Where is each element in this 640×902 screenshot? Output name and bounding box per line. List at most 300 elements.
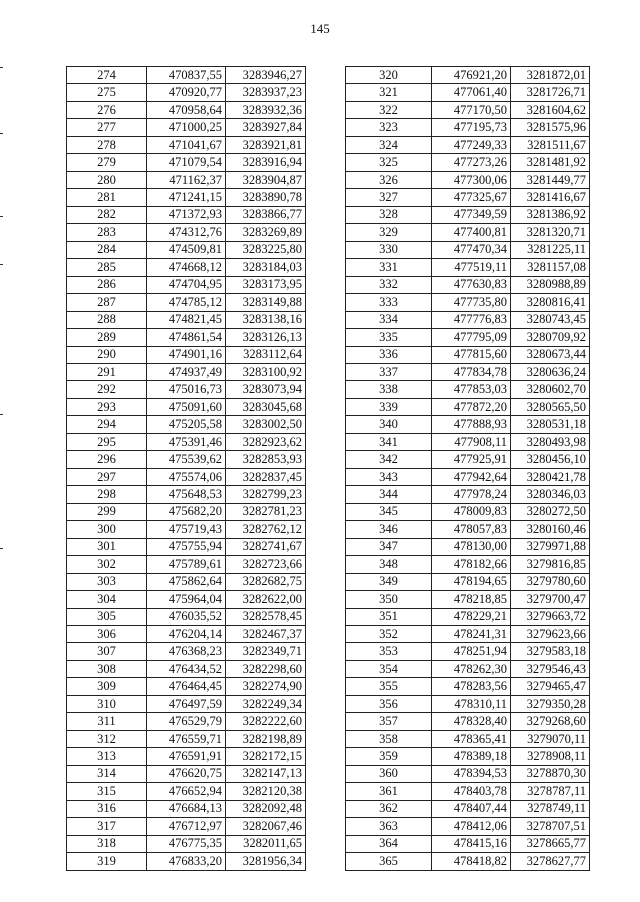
table-row [346, 538, 590, 555]
y-coordinate-cell: 3283149,88 [226, 294, 306, 311]
y-coordinate-cell: 3280456,10 [511, 451, 590, 468]
table-row [67, 416, 306, 433]
table-row [346, 189, 590, 206]
x-coordinate-cell: 477630,83 [432, 276, 511, 293]
table-row [346, 486, 590, 503]
x-coordinate-cell: 477249,33 [432, 136, 511, 153]
point-number-cell: 354 [346, 660, 432, 677]
point-number-cell: 328 [346, 206, 432, 223]
y-coordinate-cell: 3282837,45 [226, 468, 306, 485]
point-number-cell: 342 [346, 451, 432, 468]
y-coordinate-cell: 3281225,11 [511, 241, 590, 258]
y-coordinate-cell: 3278627,77 [511, 853, 590, 870]
y-coordinate-cell: 3281511,67 [511, 136, 590, 153]
x-coordinate-cell: 477776,83 [432, 311, 511, 328]
x-coordinate-cell: 476529,79 [147, 713, 226, 730]
table-row [346, 241, 590, 258]
point-number-cell: 327 [346, 189, 432, 206]
y-coordinate-cell: 3282799,23 [226, 486, 306, 503]
table-row [67, 398, 306, 415]
y-coordinate-cell: 3282147,13 [226, 765, 306, 782]
x-coordinate-cell: 478218,85 [432, 591, 511, 608]
x-coordinate-cell: 476684,13 [147, 800, 226, 817]
y-coordinate-cell: 3280602,70 [511, 381, 590, 398]
x-coordinate-cell: 475964,04 [147, 591, 226, 608]
y-coordinate-cell: 3281575,96 [511, 119, 590, 136]
table-row [67, 433, 306, 450]
table-row [346, 398, 590, 415]
table-row [346, 713, 590, 730]
point-number-cell: 306 [67, 626, 147, 643]
y-coordinate-cell: 3280493,98 [511, 433, 590, 450]
point-number-cell: 299 [67, 503, 147, 520]
x-coordinate-cell: 476035,52 [147, 608, 226, 625]
scan-edge-mark [0, 548, 3, 549]
y-coordinate-cell: 3283073,94 [226, 381, 306, 398]
point-number-cell: 324 [346, 136, 432, 153]
y-coordinate-cell: 3283866,77 [226, 206, 306, 223]
x-coordinate-cell: 478229,21 [432, 608, 511, 625]
x-coordinate-cell: 478009,83 [432, 503, 511, 520]
point-number-cell: 302 [67, 556, 147, 573]
x-coordinate-cell: 474312,76 [147, 224, 226, 241]
y-coordinate-cell: 3282120,38 [226, 783, 306, 800]
x-coordinate-cell: 476591,91 [147, 748, 226, 765]
point-number-cell: 293 [67, 398, 147, 415]
table-row [67, 363, 306, 380]
x-coordinate-cell: 478407,44 [432, 800, 511, 817]
x-coordinate-cell: 477400,81 [432, 224, 511, 241]
x-coordinate-cell: 478241,31 [432, 626, 511, 643]
y-coordinate-cell: 3282067,46 [226, 818, 306, 835]
table-row [346, 101, 590, 118]
x-coordinate-cell: 477908,11 [432, 433, 511, 450]
point-number-cell: 344 [346, 486, 432, 503]
x-coordinate-cell: 475574,06 [147, 468, 226, 485]
point-number-cell: 282 [67, 206, 147, 223]
table-row [67, 206, 306, 223]
x-coordinate-cell: 470837,55 [147, 67, 226, 84]
x-coordinate-cell: 475016,73 [147, 381, 226, 398]
y-coordinate-cell: 3282092,48 [226, 800, 306, 817]
table-row [346, 346, 590, 363]
x-coordinate-cell: 478403,78 [432, 783, 511, 800]
table-row [67, 381, 306, 398]
x-coordinate-cell: 478182,66 [432, 556, 511, 573]
table-row [67, 294, 306, 311]
scan-edge-mark [0, 264, 3, 265]
x-coordinate-cell: 476620,75 [147, 765, 226, 782]
table-row [67, 136, 306, 153]
table-row [346, 835, 590, 852]
table-row [67, 678, 306, 695]
table-row [67, 154, 306, 171]
table-row [346, 311, 590, 328]
point-number-cell: 314 [67, 765, 147, 782]
table-row [67, 818, 306, 835]
table-row [346, 276, 590, 293]
y-coordinate-cell: 3281416,67 [511, 189, 590, 206]
point-number-cell: 283 [67, 224, 147, 241]
point-number-cell: 363 [346, 818, 432, 835]
x-coordinate-cell: 477170,50 [432, 101, 511, 118]
table-row [67, 853, 306, 870]
point-number-cell: 296 [67, 451, 147, 468]
x-coordinate-cell: 478057,83 [432, 521, 511, 538]
x-coordinate-cell: 477061,40 [432, 84, 511, 101]
x-coordinate-cell: 478130,00 [432, 538, 511, 555]
x-coordinate-cell: 478283,56 [432, 678, 511, 695]
y-coordinate-cell: 3280272,50 [511, 503, 590, 520]
x-coordinate-cell: 476775,35 [147, 835, 226, 852]
table-row [67, 556, 306, 573]
point-number-cell: 291 [67, 363, 147, 380]
y-coordinate-cell: 3280709,92 [511, 329, 590, 346]
table-row [346, 695, 590, 712]
table-row [67, 451, 306, 468]
point-number-cell: 313 [67, 748, 147, 765]
point-number-cell: 318 [67, 835, 147, 852]
x-coordinate-cell: 477925,91 [432, 451, 511, 468]
y-coordinate-cell: 3282298,60 [226, 660, 306, 677]
y-coordinate-cell: 3280160,46 [511, 521, 590, 538]
y-coordinate-cell: 3283904,87 [226, 171, 306, 188]
x-coordinate-cell: 478412,06 [432, 818, 511, 835]
table-row [67, 67, 306, 84]
point-number-cell: 297 [67, 468, 147, 485]
table-row [67, 119, 306, 136]
x-coordinate-cell: 478365,41 [432, 730, 511, 747]
x-coordinate-cell: 476204,14 [147, 626, 226, 643]
x-coordinate-cell: 478194,65 [432, 573, 511, 590]
table-row [67, 171, 306, 188]
point-number-cell: 301 [67, 538, 147, 555]
x-coordinate-cell: 471241,15 [147, 189, 226, 206]
x-coordinate-cell: 477735,80 [432, 294, 511, 311]
table-row [346, 416, 590, 433]
point-number-cell: 316 [67, 800, 147, 817]
point-number-cell: 336 [346, 346, 432, 363]
point-number-cell: 304 [67, 591, 147, 608]
point-number-cell: 353 [346, 643, 432, 660]
point-number-cell: 331 [346, 259, 432, 276]
x-coordinate-cell: 477834,78 [432, 363, 511, 380]
y-coordinate-cell: 3278870,30 [511, 765, 590, 782]
table-row [67, 538, 306, 555]
y-coordinate-cell: 3279971,88 [511, 538, 590, 555]
x-coordinate-cell: 477195,73 [432, 119, 511, 136]
scan-edge-mark [0, 414, 3, 415]
y-coordinate-cell: 3280988,89 [511, 276, 590, 293]
point-number-cell: 326 [346, 171, 432, 188]
table-row [67, 189, 306, 206]
x-coordinate-cell: 471372,93 [147, 206, 226, 223]
y-coordinate-cell: 3279070,11 [511, 730, 590, 747]
y-coordinate-cell: 3283916,94 [226, 154, 306, 171]
x-coordinate-cell: 477815,60 [432, 346, 511, 363]
x-coordinate-cell: 474861,54 [147, 329, 226, 346]
x-coordinate-cell: 476559,71 [147, 730, 226, 747]
point-number-cell: 352 [346, 626, 432, 643]
point-number-cell: 361 [346, 783, 432, 800]
y-coordinate-cell: 3281872,01 [511, 67, 590, 84]
y-coordinate-cell: 3283045,68 [226, 398, 306, 415]
x-coordinate-cell: 478394,53 [432, 765, 511, 782]
x-coordinate-cell: 477273,26 [432, 154, 511, 171]
point-number-cell: 300 [67, 521, 147, 538]
y-coordinate-cell: 3281726,71 [511, 84, 590, 101]
table-row [346, 765, 590, 782]
x-coordinate-cell: 474937,49 [147, 363, 226, 380]
scan-edge-mark [0, 133, 3, 134]
point-number-cell: 285 [67, 259, 147, 276]
y-coordinate-cell: 3280421,78 [511, 468, 590, 485]
table-row [346, 800, 590, 817]
table-row [346, 206, 590, 223]
table-row [67, 748, 306, 765]
x-coordinate-cell: 476921,20 [432, 67, 511, 84]
table-row [67, 101, 306, 118]
y-coordinate-cell: 3283138,16 [226, 311, 306, 328]
y-coordinate-cell: 3281386,92 [511, 206, 590, 223]
x-coordinate-cell: 476464,45 [147, 678, 226, 695]
y-coordinate-cell: 3283100,92 [226, 363, 306, 380]
y-coordinate-cell: 3282198,89 [226, 730, 306, 747]
y-coordinate-cell: 3283184,03 [226, 259, 306, 276]
table-row [67, 503, 306, 520]
y-coordinate-cell: 3280816,41 [511, 294, 590, 311]
y-coordinate-cell: 3279816,85 [511, 556, 590, 573]
y-coordinate-cell: 3283937,23 [226, 84, 306, 101]
table-row [346, 136, 590, 153]
point-number-cell: 337 [346, 363, 432, 380]
point-number-cell: 289 [67, 329, 147, 346]
point-number-cell: 358 [346, 730, 432, 747]
point-number-cell: 325 [346, 154, 432, 171]
point-number-cell: 290 [67, 346, 147, 363]
y-coordinate-cell: 3281449,77 [511, 171, 590, 188]
point-number-cell: 281 [67, 189, 147, 206]
table-row [67, 486, 306, 503]
point-number-cell: 333 [346, 294, 432, 311]
page-number: 145 [310, 21, 330, 36]
table-row [346, 818, 590, 835]
y-coordinate-cell: 3283002,50 [226, 416, 306, 433]
table-row [67, 765, 306, 782]
y-coordinate-cell: 3282723,66 [226, 556, 306, 573]
x-coordinate-cell: 475648,53 [147, 486, 226, 503]
table-row [346, 643, 590, 660]
table-row [346, 730, 590, 747]
point-number-cell: 365 [346, 853, 432, 870]
x-coordinate-cell: 476652,94 [147, 783, 226, 800]
point-number-cell: 279 [67, 154, 147, 171]
y-coordinate-cell: 3280531,18 [511, 416, 590, 433]
x-coordinate-cell: 477888,93 [432, 416, 511, 433]
point-number-cell: 357 [346, 713, 432, 730]
y-coordinate-cell: 3279700,47 [511, 591, 590, 608]
point-number-cell: 323 [346, 119, 432, 136]
y-coordinate-cell: 3282923,62 [226, 433, 306, 450]
point-number-cell: 292 [67, 381, 147, 398]
x-coordinate-cell: 471000,25 [147, 119, 226, 136]
table-row [67, 783, 306, 800]
point-number-cell: 329 [346, 224, 432, 241]
x-coordinate-cell: 476497,59 [147, 695, 226, 712]
table-row [67, 695, 306, 712]
table-row [346, 433, 590, 450]
point-number-cell: 317 [67, 818, 147, 835]
point-number-cell: 321 [346, 84, 432, 101]
x-coordinate-cell: 475391,46 [147, 433, 226, 450]
table-row [67, 608, 306, 625]
x-coordinate-cell: 476368,23 [147, 643, 226, 660]
y-coordinate-cell: 3283932,36 [226, 101, 306, 118]
x-coordinate-cell: 476712,97 [147, 818, 226, 835]
x-coordinate-cell: 471041,67 [147, 136, 226, 153]
table-row [346, 748, 590, 765]
y-coordinate-cell: 3278665,77 [511, 835, 590, 852]
point-number-cell: 351 [346, 608, 432, 625]
x-coordinate-cell: 475539,62 [147, 451, 226, 468]
y-coordinate-cell: 3283946,27 [226, 67, 306, 84]
x-coordinate-cell: 478389,18 [432, 748, 511, 765]
table-row [346, 608, 590, 625]
point-number-cell: 319 [67, 853, 147, 870]
y-coordinate-cell: 3279465,47 [511, 678, 590, 695]
table-row [346, 67, 590, 84]
table-row [346, 660, 590, 677]
table-row [346, 591, 590, 608]
point-number-cell: 305 [67, 608, 147, 625]
x-coordinate-cell: 478418,82 [432, 853, 511, 870]
table-row [67, 591, 306, 608]
y-coordinate-cell: 3278749,11 [511, 800, 590, 817]
y-coordinate-cell: 3278908,11 [511, 748, 590, 765]
point-number-cell: 286 [67, 276, 147, 293]
y-coordinate-cell: 3282249,34 [226, 695, 306, 712]
point-number-cell: 288 [67, 311, 147, 328]
point-number-cell: 359 [346, 748, 432, 765]
x-coordinate-cell: 476833,20 [147, 853, 226, 870]
y-coordinate-cell: 3279623,66 [511, 626, 590, 643]
y-coordinate-cell: 3282622,00 [226, 591, 306, 608]
table-row [346, 521, 590, 538]
y-coordinate-cell: 3279663,72 [511, 608, 590, 625]
x-coordinate-cell: 477853,03 [432, 381, 511, 398]
point-number-cell: 280 [67, 171, 147, 188]
x-coordinate-cell: 478251,94 [432, 643, 511, 660]
y-coordinate-cell: 3283921,81 [226, 136, 306, 153]
y-coordinate-cell: 3282578,45 [226, 608, 306, 625]
scan-edge-mark [0, 67, 3, 68]
table-row [67, 329, 306, 346]
point-number-cell: 346 [346, 521, 432, 538]
y-coordinate-cell: 3282853,93 [226, 451, 306, 468]
table-row [67, 468, 306, 485]
x-coordinate-cell: 477872,20 [432, 398, 511, 415]
y-coordinate-cell: 3282762,12 [226, 521, 306, 538]
point-number-cell: 284 [67, 241, 147, 258]
point-number-cell: 355 [346, 678, 432, 695]
x-coordinate-cell: 477325,67 [432, 189, 511, 206]
y-coordinate-cell: 3282467,37 [226, 626, 306, 643]
y-coordinate-cell: 3280565,50 [511, 398, 590, 415]
table-row [346, 171, 590, 188]
x-coordinate-cell: 478310,11 [432, 695, 511, 712]
x-coordinate-cell: 470920,77 [147, 84, 226, 101]
x-coordinate-cell: 477470,34 [432, 241, 511, 258]
x-coordinate-cell: 477349,59 [432, 206, 511, 223]
table-row [346, 626, 590, 643]
table-row [67, 521, 306, 538]
y-coordinate-cell: 3281956,34 [226, 853, 306, 870]
point-number-cell: 309 [67, 678, 147, 695]
point-number-cell: 349 [346, 573, 432, 590]
point-number-cell: 322 [346, 101, 432, 118]
table-row [67, 311, 306, 328]
y-coordinate-cell: 3282349,71 [226, 643, 306, 660]
y-coordinate-cell: 3283173,95 [226, 276, 306, 293]
table-row [67, 259, 306, 276]
point-number-cell: 315 [67, 783, 147, 800]
x-coordinate-cell: 474704,95 [147, 276, 226, 293]
y-coordinate-cell: 3278787,11 [511, 783, 590, 800]
x-coordinate-cell: 474901,16 [147, 346, 226, 363]
table-row [67, 84, 306, 101]
y-coordinate-cell: 3281320,71 [511, 224, 590, 241]
x-coordinate-cell: 476434,52 [147, 660, 226, 677]
point-number-cell: 335 [346, 329, 432, 346]
y-coordinate-cell: 3283225,80 [226, 241, 306, 258]
point-number-cell: 339 [346, 398, 432, 415]
y-coordinate-cell: 3282222,60 [226, 713, 306, 730]
table-row [67, 660, 306, 677]
table-row [346, 84, 590, 101]
x-coordinate-cell: 471079,54 [147, 154, 226, 171]
x-coordinate-cell: 470958,64 [147, 101, 226, 118]
point-number-cell: 347 [346, 538, 432, 555]
point-number-cell: 343 [346, 468, 432, 485]
x-coordinate-cell: 474785,12 [147, 294, 226, 311]
point-number-cell: 287 [67, 294, 147, 311]
x-coordinate-cell: 475862,64 [147, 573, 226, 590]
y-coordinate-cell: 3278707,51 [511, 818, 590, 835]
point-number-cell: 332 [346, 276, 432, 293]
y-coordinate-cell: 3282741,67 [226, 538, 306, 555]
y-coordinate-cell: 3281604,62 [511, 101, 590, 118]
y-coordinate-cell: 3279546,43 [511, 660, 590, 677]
coordinates-table-left [66, 66, 306, 871]
table-row [346, 329, 590, 346]
table-row [346, 224, 590, 241]
table-row [346, 259, 590, 276]
table-row [67, 573, 306, 590]
point-number-cell: 307 [67, 643, 147, 660]
table-row [346, 468, 590, 485]
point-number-cell: 311 [67, 713, 147, 730]
point-number-cell: 345 [346, 503, 432, 520]
table-row [67, 800, 306, 817]
point-number-cell: 310 [67, 695, 147, 712]
y-coordinate-cell: 3283126,13 [226, 329, 306, 346]
y-coordinate-cell: 3279350,28 [511, 695, 590, 712]
x-coordinate-cell: 471162,37 [147, 171, 226, 188]
y-coordinate-cell: 3279268,60 [511, 713, 590, 730]
y-coordinate-cell: 3282172,15 [226, 748, 306, 765]
x-coordinate-cell: 475682,20 [147, 503, 226, 520]
table-row [67, 835, 306, 852]
